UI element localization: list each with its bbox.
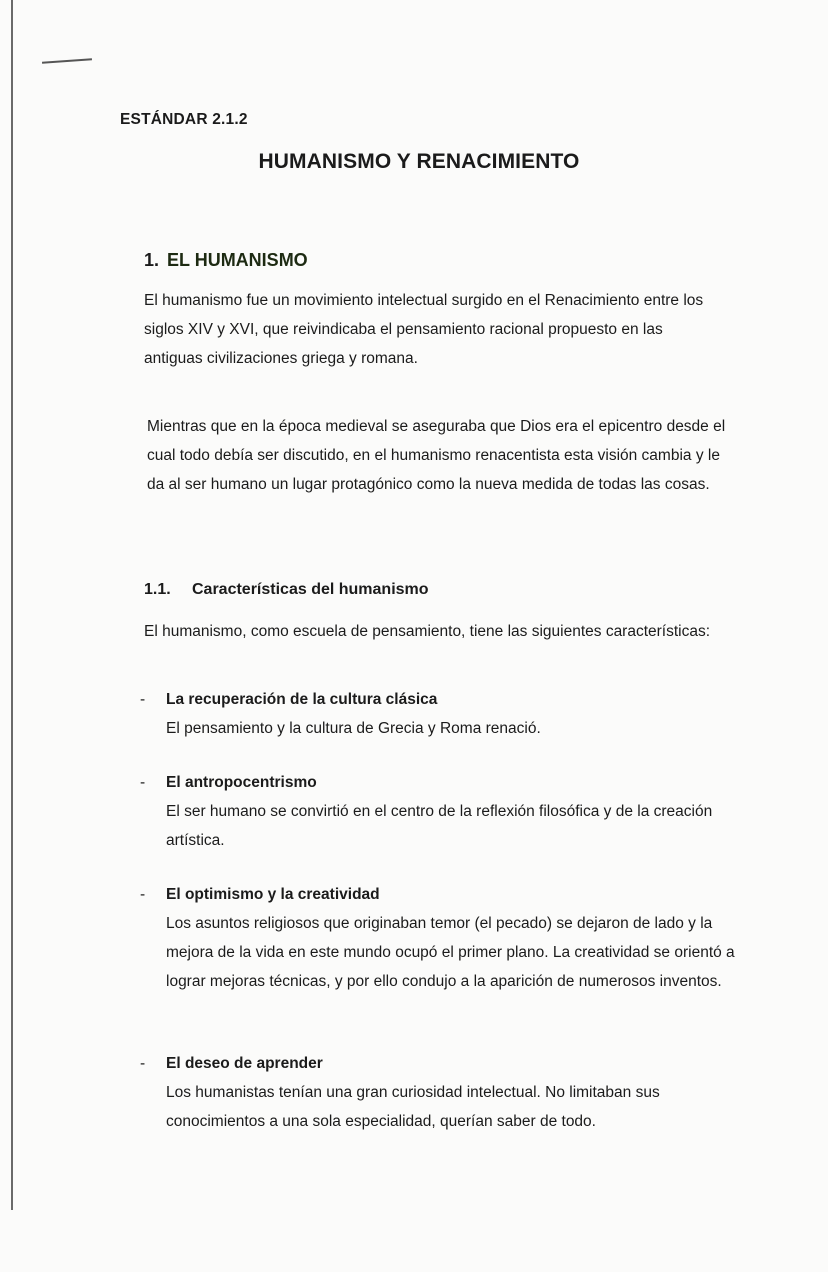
list-item [140, 685, 740, 743]
list-bullet: - [140, 691, 146, 708]
paragraph-humanism-definition: El humanismo fue un movimiento intelectual surgido en el Renacimiento entre los siglos XIV y XVI, que reivindicaba el pensamiento racional propuesto en las antiguas civilizaciones griega y romana. [144, 292, 704, 367]
list-item-description: El pensamiento y la cultura de Grecia y Roma renació. [166, 720, 541, 737]
subsection-intro: El humanismo, como escuela de pensamiento, tiene las siguientes características: [144, 623, 711, 640]
subsection-number: 1.1. [144, 581, 171, 598]
list-item [140, 1049, 740, 1136]
pen-mark [42, 58, 92, 63]
list-bullet: - [140, 886, 146, 903]
list-item-description: Los humanistas tenían una gran curiosidad intelectual. No limitaban sus conocimientos a una sola especialidad, querían saber de todo. [166, 1084, 660, 1130]
list-item-title: El antropocentrismo [166, 774, 317, 791]
paragraph-medieval-contrast: Mientras que en la época medieval se aseguraba que Dios era el epicentro desde el cual todo debía ser discutido, en el humanismo renacentista esta visión cambia y le da al ser humano un lugar protagónico como la nueva medida de todas las cosas. [147, 418, 726, 493]
document-title: HUMANISMO Y RENACIMIENTO [258, 150, 580, 173]
list-bullet: - [140, 1055, 146, 1072]
list-item-title: El optimismo y la creatividad [166, 886, 380, 903]
section-heading [144, 250, 308, 271]
list-item-title: La recuperación de la cultura clásica [166, 691, 438, 708]
subsection-title: Características del humanismo [192, 581, 429, 598]
list-item-title: El deseo de aprender [166, 1055, 323, 1072]
section-title: EL HUMANISMO [167, 250, 308, 270]
subsection-heading [144, 581, 429, 599]
list-item-description: El ser humano se convirtió en el centro de la reflexión filosófica y de la creación artística. [166, 803, 713, 849]
page-margin-line [11, 0, 13, 1210]
list-bullet: - [140, 774, 146, 791]
section-number: 1. [144, 250, 160, 270]
list-item [140, 768, 740, 855]
standard-code: ESTÁNDAR 2.1.2 [120, 111, 248, 128]
list-item [140, 880, 740, 996]
list-item-description: Los asuntos religiosos que originaban temor (el pecado) se dejaron de lado y la mejora de la vida en este mundo ocupó el primer plano. La creatividad se orientó a lograr mejoras técnicas, y por ello condujo a la aparición de numerosos inventos. [166, 915, 735, 990]
